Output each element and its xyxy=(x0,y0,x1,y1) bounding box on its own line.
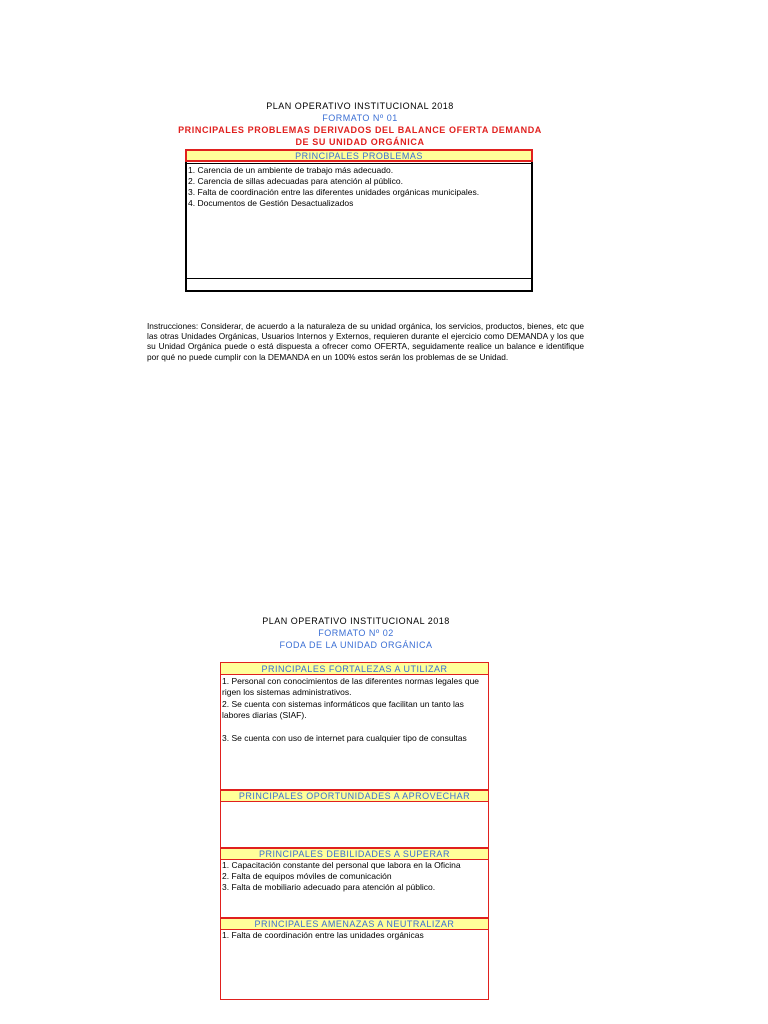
problem-item: 3. Falta de coordinación entre las diferentes unidades orgánicas municipales. xyxy=(188,187,480,197)
amenaza-item: 1. Falta de coordinación entre las unidades orgánicas xyxy=(222,930,424,940)
formato-02-label: FORMATO Nº 02 xyxy=(318,628,394,638)
debilidades-header: PRINCIPALES DEBILIDADES A SUPERAR xyxy=(220,848,489,860)
problems-subtitle-line2: DE SU UNIDAD ORGÁNICA xyxy=(295,137,425,147)
problems-subtitle-line1: PRINCIPALES PROBLEMAS DERIVADOS DEL BALANCE OFERTA DEMANDA xyxy=(178,125,542,135)
amenazas-box xyxy=(220,930,489,1000)
debilidades-box xyxy=(220,860,489,918)
problems-table xyxy=(185,149,533,292)
fortaleza-item: 3. Se cuenta con uso de internet para cualquier tipo de consultas xyxy=(222,733,467,743)
foda-subtitle: FODA DE LA UNIDAD ORGÁNICA xyxy=(279,640,433,650)
problems-list xyxy=(187,163,531,279)
oportunidades-header: PRINCIPALES OPORTUNIDADES A APROVECHAR xyxy=(220,790,489,802)
plan-title-2: PLAN OPERATIVO INSTITUCIONAL 2018 xyxy=(262,616,450,626)
debilidad-item: 3. Falta de mobiliario adecuado para atención al público. xyxy=(222,882,436,892)
fortalezas-header: PRINCIPALES FORTALEZAS A UTILIZAR xyxy=(220,662,489,675)
debilidad-item: 1. Capacitación constante del personal que labora en la Oficina xyxy=(222,860,461,870)
instructions-text: Instrucciones: Considerar, de acuerdo a la naturaleza de su unidad orgánica, los servicios, productos, bienes, etc que las otras Unidades Orgánicas, Usuarios Internos y Externos, requieren durante el ejercicio como DEMANDA y los que su Unidad Orgánica puede o está dispuesta a ofrecer como OFERTA, seguidamente realice un balance e identifique por qué no puede cumplir con la DEMANDA en un 100% estos serán los problemas de se Unidad. xyxy=(147,321,584,362)
problems-table-header: PRINCIPALES PROBLEMAS xyxy=(185,149,533,162)
formato-01-label: FORMATO Nº 01 xyxy=(322,113,398,123)
problems-empty-row xyxy=(187,278,531,291)
fortaleza-item: 2. Se cuenta con sistemas informáticos que facilitan un tanto las labores diarias (SIAF). xyxy=(222,699,464,720)
amenazas-header: PRINCIPALES AMENAZAS A NEUTRALIZAR xyxy=(220,918,489,930)
problem-item: 4. Documentos de Gestión Desactualizados xyxy=(188,198,354,208)
problem-item: 1. Carencia de un ambiente de trabajo más adecuado. xyxy=(188,165,394,175)
plan-title-1: PLAN OPERATIVO INSTITUCIONAL 2018 xyxy=(266,101,454,111)
fortaleza-item: 1. Personal con conocimientos de las diferentes normas legales que rigen los sistemas administrativos. xyxy=(222,676,480,697)
debilidad-item: 2. Falta de equipos móviles de comunicación xyxy=(222,871,392,881)
oportunidades-box xyxy=(220,802,489,848)
problem-item: 2. Carencia de sillas adecuadas para atención al público. xyxy=(188,176,403,186)
fortalezas-box xyxy=(220,675,489,790)
